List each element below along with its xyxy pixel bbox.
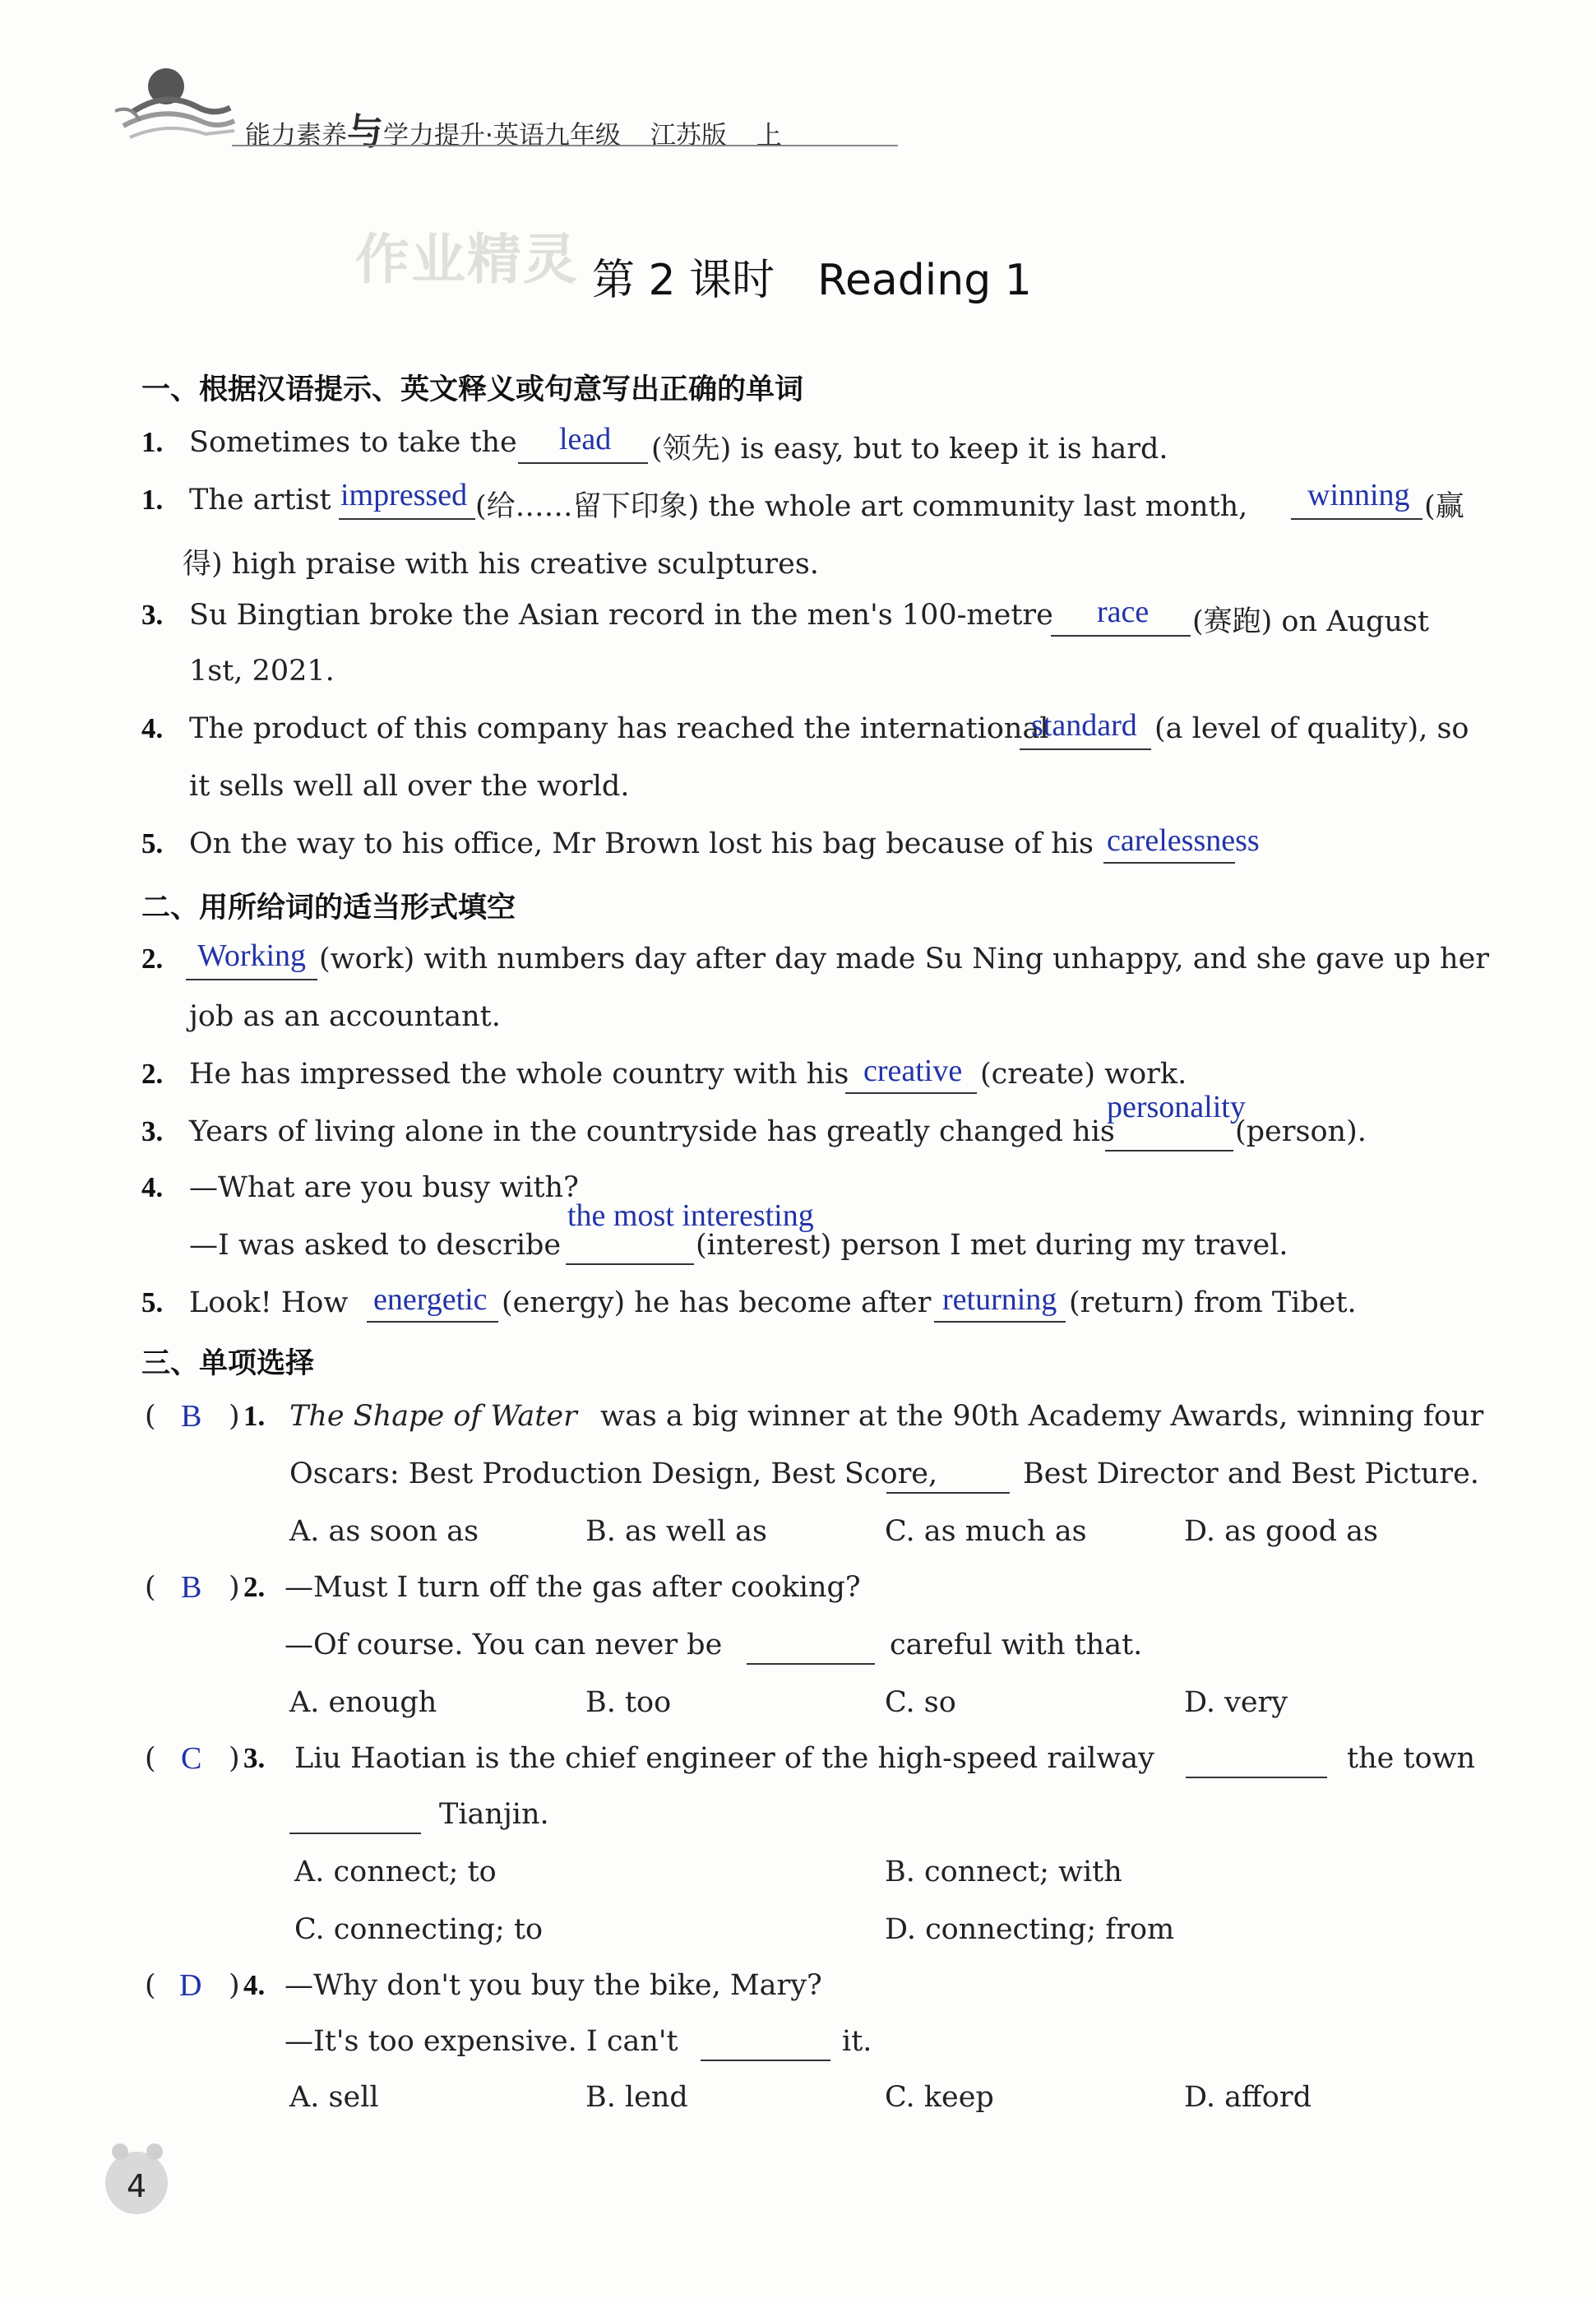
s1-q4-text-line2: it sells well all over the world.	[189, 770, 630, 803]
s3-q4-line2b: it.	[842, 2025, 872, 2058]
s2-q3-number: 3.	[141, 1115, 164, 1147]
s2-q2-answer: creative	[863, 1054, 963, 1088]
s1-q4-answer: standard	[1031, 708, 1137, 743]
s2-q1-text-post: (work) with numbers day after day made Su Ning unhappy, and she gave up her	[319, 943, 1490, 975]
s3-q2-line1: —Must I turn off the gas after cooking?	[285, 1571, 861, 1604]
s3-q2-paren-close: )	[229, 1571, 240, 1604]
s2-q5-blank1	[367, 1321, 498, 1323]
s3-q4-paren-open: (	[145, 1969, 156, 2002]
s2-q1-text-line2: job as an accountant.	[189, 1000, 501, 1033]
book-volume: 上	[756, 121, 782, 151]
s3-q1-option-d[interactable]: D. as good as	[1184, 1515, 1378, 1548]
s1-q2-blank1	[339, 518, 475, 520]
s3-q1-blank	[886, 1492, 1010, 1494]
s3-q2-option-c[interactable]: C. so	[885, 1686, 956, 1719]
lesson-title: 第 2 课时 Reading 1	[592, 256, 1032, 305]
s1-q4-number: 4.	[141, 712, 164, 744]
s3-q2-option-b[interactable]: B. too	[585, 1686, 672, 1719]
s2-q1-answer: Working	[197, 938, 307, 973]
s3-q3-blank2	[289, 1833, 421, 1834]
s3-q1-answer: B	[181, 1399, 202, 1434]
s2-q5-blank2	[934, 1321, 1066, 1323]
s2-q2-text-pre: He has impressed the whole country with his	[189, 1058, 849, 1091]
s1-q3-number: 3.	[141, 599, 164, 631]
s3-q1-option-a[interactable]: A. as soon as	[289, 1515, 479, 1548]
s3-q4-option-d[interactable]: D. afford	[1184, 2081, 1312, 2114]
s3-q2-blank	[747, 1663, 875, 1665]
s2-q2-number: 2.	[141, 1058, 164, 1090]
s1-q4-text-post: (a level of quality), so	[1154, 712, 1469, 745]
s3-q2-line2b: careful with that.	[890, 1629, 1143, 1661]
s2-q1-blank	[186, 979, 317, 980]
s3-q3-answer: C	[181, 1741, 202, 1776]
s3-q1-number: 1.	[243, 1400, 266, 1432]
s2-q5-text-post: (return) from Tibet.	[1069, 1286, 1357, 1319]
s2-q4-text-pre: —I was asked to describe	[189, 1229, 562, 1262]
s3-q4-option-b[interactable]: B. lend	[585, 2081, 688, 2114]
s1-q3-text-pre: Su Bingtian broke the Asian record in the men's 100-metre	[189, 599, 1053, 632]
s3-q1-option-c[interactable]: C. as much as	[885, 1515, 1087, 1548]
s3-q3-option-d[interactable]: D. connecting; from	[885, 1913, 1175, 1946]
s2-q4-text-post: (interest) person I met during my travel.	[696, 1229, 1288, 1262]
s1-q5-answer: carelessness	[1107, 823, 1260, 858]
s3-q2-answer: B	[181, 1570, 202, 1605]
s3-q4-number: 4.	[243, 1969, 266, 2001]
s3-q2-line2a: —Of course. You can never be	[285, 1629, 723, 1661]
s1-q1-text-post: (领先) is easy, but to keep it is hard.	[651, 433, 1168, 466]
s3-q3-paren-open: (	[145, 1742, 156, 1775]
book-name-part1: 能力素养	[245, 121, 347, 151]
s3-q3-line1a: Liu Haotian is the chief engineer of the high-speed railway	[294, 1742, 1154, 1775]
s1-q1-answer: lead	[559, 422, 612, 456]
s2-q4-text-line1: —What are you busy with?	[189, 1171, 579, 1204]
s3-q1-line2b: Best Director and Best Picture.	[1023, 1457, 1479, 1490]
s2-q2-blank	[845, 1092, 977, 1094]
s3-q1-line1: was a big winner at the 90th Academy Awards, winning four	[600, 1400, 1484, 1433]
s2-q3-answer: personality	[1107, 1090, 1246, 1124]
header-divider	[232, 145, 898, 146]
s1-q2-text-mid: (给……留下印象) the whole art community last month,	[475, 490, 1248, 523]
s3-q3-option-a[interactable]: A. connect; to	[294, 1856, 497, 1888]
section3-title: 三、单项选择	[141, 1347, 315, 1380]
s2-q3-text-pre: Years of living alone in the countryside has greatly changed his	[189, 1115, 1115, 1148]
section2-title: 二、用所给词的适当形式填空	[141, 892, 516, 924]
s2-q1-number: 2.	[141, 943, 164, 975]
book-logo-icon	[115, 62, 238, 152]
s3-q3-number: 3.	[243, 1742, 266, 1774]
s2-q5-answer2: returning	[942, 1282, 1057, 1317]
s2-q2-text-post: (create) work.	[980, 1058, 1187, 1091]
s1-q1-text-pre: Sometimes to take the	[189, 426, 517, 459]
s2-q4-number: 4.	[141, 1171, 164, 1203]
book-name-connector: 与	[347, 111, 383, 153]
s3-q2-paren-open: (	[145, 1571, 156, 1604]
book-edition: 江苏版	[650, 121, 727, 151]
s1-q3-text-line2: 1st, 2021.	[189, 655, 335, 688]
s1-q3-text-post: (赛跑) on August	[1192, 605, 1429, 638]
s3-q1-line2a: Oscars: Best Production Design, Best Score,	[289, 1457, 938, 1490]
s3-q4-option-c[interactable]: C. keep	[885, 2081, 994, 2114]
s1-q2-text-line2: 得) high praise with his creative sculptures.	[183, 548, 819, 581]
s2-q5-text-pre: Look! How	[189, 1286, 349, 1319]
s1-q4-blank	[1020, 748, 1151, 750]
s3-q4-blank	[701, 2060, 830, 2061]
s1-q4-text-pre: The product of this company has reached the international	[189, 712, 1049, 745]
s2-q5-answer1: energetic	[373, 1282, 488, 1317]
s3-q1-paren-close: )	[229, 1400, 240, 1433]
s3-q3-paren-close: )	[229, 1742, 240, 1775]
s1-q2-text-pre: The artist	[189, 484, 331, 517]
s3-q2-option-d[interactable]: D. very	[1184, 1686, 1288, 1719]
s3-q1-option-b[interactable]: B. as well as	[585, 1515, 767, 1548]
s3-q1-title-italic: The Shape of Water	[289, 1400, 577, 1433]
book-subject: 英语九年级	[493, 121, 621, 151]
header-logo	[115, 62, 238, 152]
s3-q4-option-a[interactable]: A. sell	[289, 2081, 379, 2114]
s1-q5-text-pre: On the way to his office, Mr Brown lost his bag because of his	[189, 827, 1094, 860]
s3-q2-number: 2.	[243, 1571, 266, 1603]
s3-q3-blank1	[1186, 1777, 1327, 1778]
book-name-dot: ·	[485, 121, 493, 151]
s3-q4-line2a: —It's too expensive. I can't	[285, 2025, 678, 2058]
page-number: 4	[127, 2168, 147, 2204]
s1-q2-blank2	[1291, 518, 1423, 520]
s3-q3-option-c[interactable]: C. connecting; to	[294, 1913, 544, 1946]
s3-q3-line2: Tianjin.	[439, 1798, 549, 1831]
s2-q5-number: 5.	[141, 1286, 164, 1318]
s1-q1-number: 1.	[141, 426, 164, 458]
s3-q4-answer: D	[179, 1968, 202, 2003]
s3-q2-option-a[interactable]: A. enough	[289, 1686, 437, 1719]
s1-q3-blank	[1051, 635, 1191, 637]
s1-q5-blank	[1103, 862, 1235, 864]
s2-q4-answer: the most interesting	[567, 1198, 814, 1233]
s1-q3-answer: race	[1097, 595, 1150, 629]
book-name-part2: 学力提升	[383, 121, 485, 151]
s3-q3-line1b: the town	[1347, 1742, 1476, 1775]
s2-q3-text-post: (person).	[1235, 1115, 1367, 1148]
s1-q2-answer1: impressed	[340, 478, 468, 512]
s1-q2-number: 1.	[141, 484, 164, 516]
s3-q3-option-b[interactable]: B. connect; with	[885, 1856, 1122, 1888]
s1-q5-number: 5.	[141, 827, 164, 860]
s2-q3-blank	[1105, 1150, 1233, 1152]
s2-q4-blank	[566, 1263, 694, 1265]
header-book-title	[245, 102, 782, 155]
s3-q1-paren-open: (	[145, 1400, 156, 1433]
s2-q5-text-mid: (energy) he has become after	[502, 1286, 932, 1319]
watermark: 作业精灵	[355, 228, 579, 291]
s1-q2-text-post: (赢	[1424, 490, 1464, 523]
section1-title: 一、根据汉语提示、英文释义或句意写出正确的单词	[141, 373, 804, 406]
s1-q2-answer2: winning	[1307, 478, 1410, 512]
s1-q1-blank	[518, 462, 648, 464]
s3-q4-line1: —Why don't you buy the bike, Mary?	[285, 1969, 822, 2002]
s3-q4-paren-close: )	[229, 1969, 240, 2002]
